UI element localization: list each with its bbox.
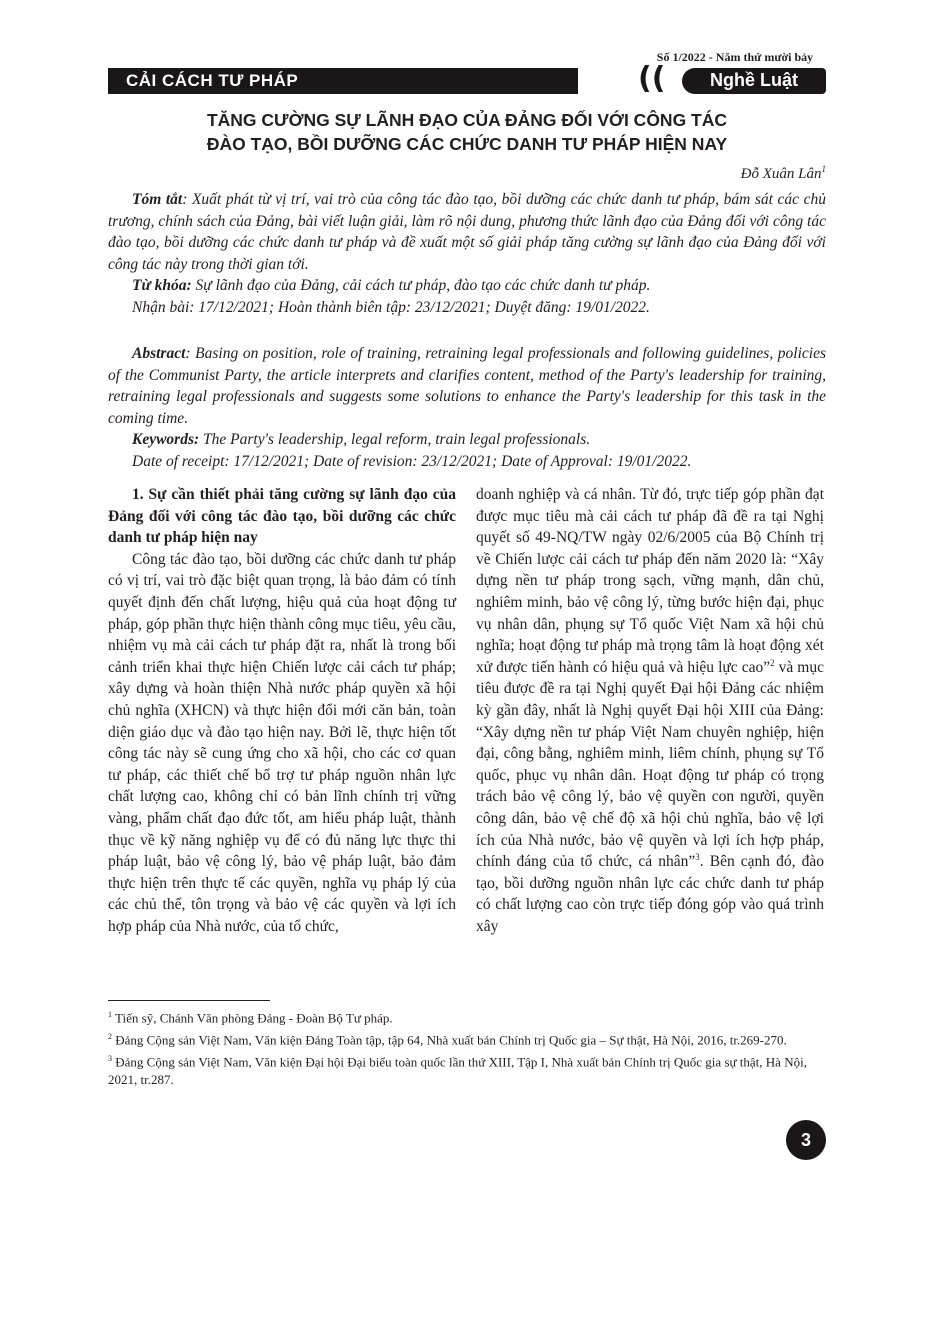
page-number: 3 xyxy=(786,1120,826,1160)
title-line-2: ĐÀO TẠO, BỒI DƯỠNG CÁC CHỨC DANH TƯ PHÁP HIỆN NAY xyxy=(206,134,728,154)
body-text-part-2: và mục tiêu được đề ra tại Nghị quyết Đại hội Đảng các nhiệm kỳ gần đây, nhất là Nghị quyết Đại hội XIII của Đảng: “Xây dựng nền tư pháp Việt Nam chuyên nghiệp, hiện đại, công bằng, nghiêm minh, liêm chính, phụng sự Tổ quốc, phục vụ nhân dân. Hoạt động tư pháp có trọng trách bảo vệ công lý, bảo vệ quyền con người, quyền công dân, bảo vệ chế độ xã hội chủ nghĩa, bảo vệ lợi ích của Nhà nước, bảo vệ quyền và lợi ích hợp pháp, chính đáng của tổ chức, cá nhân” xyxy=(476,658,824,871)
body-column-left xyxy=(108,484,456,937)
body-text-part-1: doanh nghiệp và cá nhân. Từ đó, trực tiếp góp phần đạt được mục tiêu mà cải cách tư pháp đã đề ra tại Nghị quyết số 49-NQ/TW ngày 02/6/2005 của Bộ Chính trị về Chiến lược cải cách tư pháp đến năm 2020 là: “Xây dựng nền tư pháp trong sạch, vững mạnh, dân chủ, nghiêm minh, bảo vệ công lý, từng bước hiện đại, phục vụ nhân dân, phụng sự Tổ quốc Việt Nam xã hội chủ nghĩa; hoạt động tư pháp mà trọng tâm là hoạt động xét xử được tiến hành có hiệu quả và hiệu lực cao” xyxy=(476,486,824,676)
title-line-1: TĂNG CƯỜNG SỰ LÃNH ĐẠO CỦA ĐẢNG ĐỐI VỚI CÔNG TÁC xyxy=(206,110,728,130)
abstract-en-text xyxy=(108,343,826,429)
section-bar xyxy=(108,68,578,94)
summary-en xyxy=(108,343,826,472)
summary-vi-body: : Xuất phát từ vị trí, vai trò của công tác đào tạo, bồi dưỡng các chức danh tư pháp, bám sát các chủ trương, chính sách của Đảng, bài viết luận giải, làm rõ nội dung, phương thức lãnh đạo của Đảng đối với công tác đào tạo, bồi dưỡng các chức danh tư pháp và đề xuất một số giải pháp tăng cường sự lãnh đạo của Đảng đối với công tác này trong thời gian tới. xyxy=(108,191,826,273)
section-label: CẢI CÁCH TƯ PHÁP xyxy=(126,71,299,90)
issue-info: Số 1/2022 - Năm thứ mười bảy xyxy=(656,50,814,64)
summary-vi-text xyxy=(108,189,826,275)
body-paragraph: Công tác đào tạo, bồi dưỡng các chức danh tư pháp có vị trí, vai trò đặc biệt quan trọng, là bảo đảm có tính quyết định đến chất lượng, hiệu quả của hoạt động tư pháp, góp phần thực hiện thành công mục tiêu, yêu cầu, nhiệm vụ mà cải cách tư pháp đặt ra, nhất là trong bối cảnh triển khai thực hiện Chiến lược cải cách tư pháp; xây dựng và hoàn thiện Nhà nước pháp quyền xã hội chủ nghĩa (XHCN) và thực hiện đổi mới căn bản, toàn diện giáo dục và đào tạo hiện nay. Bởi lẽ, thực hiện tốt công tác này sẽ cung ứng cho xã hội, cho các cơ quan tư pháp, các thiết chế bổ trợ tư pháp nguồn nhân lực chất lượng cao, không chỉ có bản lĩnh chính trị vững vàng, phẩm chất đạo đức tốt, am hiểu pháp luật, thành thục về kỹ năng nghiệp vụ để có đủ năng lực thực thi pháp luật, bảo vệ công lý, bảo vệ pháp luật, bảo đảm thực hiện trên thực tế các quyền, nghĩa vụ pháp lý của các chủ thể, tôn trọng và bảo vệ các quyền và lợi ích hợp pháp của Nhà nước, của tổ chức, xyxy=(108,550,456,935)
keywords-en-label: Keywords: xyxy=(132,431,200,448)
footnote-number: 1 xyxy=(108,1010,112,1019)
section-heading: 1. Sự cần thiết phải tăng cường sự lãnh đạo của Đảng đối với công tác đào tạo, bồi dưỡng các chức danh tư pháp hiện nay xyxy=(108,486,456,547)
journal-badge xyxy=(682,68,826,94)
abstract-en-label: Abstract xyxy=(132,345,186,362)
footnote-number: 3 xyxy=(108,1053,112,1063)
keywords-en-body: The Party's leadership, legal reform, train legal professionals. xyxy=(199,431,591,448)
footnote-ref-2: 2 xyxy=(770,657,775,668)
footnote-1 xyxy=(108,1006,826,1028)
footnote-2 xyxy=(108,1028,826,1050)
footnote-text: Đảng Cộng sản Việt Nam, Văn kiện Đảng Toàn tập, tập 64, Nhà xuất bản Chính trị Quốc gia – Sự thật, Hà Nội, 2016, tr.269-270. xyxy=(112,1032,787,1048)
footnote-number: 2 xyxy=(108,1031,112,1041)
author-footnote-ref: 1 xyxy=(821,164,826,174)
header-bar xyxy=(108,61,826,96)
keywords-vi xyxy=(108,275,826,297)
body-column-right xyxy=(476,484,824,937)
dates-en: Date of receipt: 17/12/2021; Date of revision: 23/12/2021; Date of Approval: 19/01/2022. xyxy=(132,452,692,470)
footnote-ref-3: 3 xyxy=(695,851,700,862)
abstract-en-body: : Basing on position, role of training, retraining legal professionals and following guidelines, policies of the Communist Party, the article interprets and clarifies content, method of the Party's leadership for training, retraining legal professionals and suggests some solutions to enhance the Party's leadership for this task in the coming time. xyxy=(108,345,826,427)
chevron-left-icon: (( xyxy=(638,61,666,96)
author-name: Đỗ Xuân Lân xyxy=(740,166,822,182)
keywords-vi-body: Sự lãnh đạo của Đảng, cải cách tư pháp, đào tạo các chức danh tư pháp. xyxy=(191,277,651,294)
author xyxy=(600,164,826,183)
footnote-3 xyxy=(108,1050,826,1090)
footnote-text: Tiến sỹ, Chánh Văn phòng Đảng - Đoàn Bộ Tư pháp. xyxy=(112,1010,393,1026)
footnotes xyxy=(108,1006,826,1090)
journal-name: Nghề Luật xyxy=(710,70,798,90)
body-paragraph-continued xyxy=(476,484,824,937)
summary-vi xyxy=(108,189,826,318)
footnote-divider xyxy=(108,1000,270,1001)
article-title xyxy=(108,108,826,156)
summary-vi-label: Tóm tắt xyxy=(132,191,183,208)
footnote-text: Đảng Cộng sản Việt Nam, Văn kiện Đại hội Đại biểu toàn quốc lần thứ XIII, Tập I, Nhà xuất bản Chính trị Quốc gia sự thật, Hà Nội, 2021, tr.287. xyxy=(108,1053,807,1088)
keywords-en xyxy=(108,429,826,451)
keywords-vi-label: Từ khóa: xyxy=(132,277,192,294)
dates-vi: Nhận bài: 17/12/2021; Hoàn thành biên tập: 23/12/2021; Duyệt đăng: 19/01/2022. xyxy=(132,298,650,316)
body-text-part-3: . Bên cạnh đó, đào tạo, bồi dưỡng nguồn nhân lực các chức danh tư pháp có chất lượng cao còn trực tiếp đóng góp vào quá trình xây xyxy=(476,853,825,935)
